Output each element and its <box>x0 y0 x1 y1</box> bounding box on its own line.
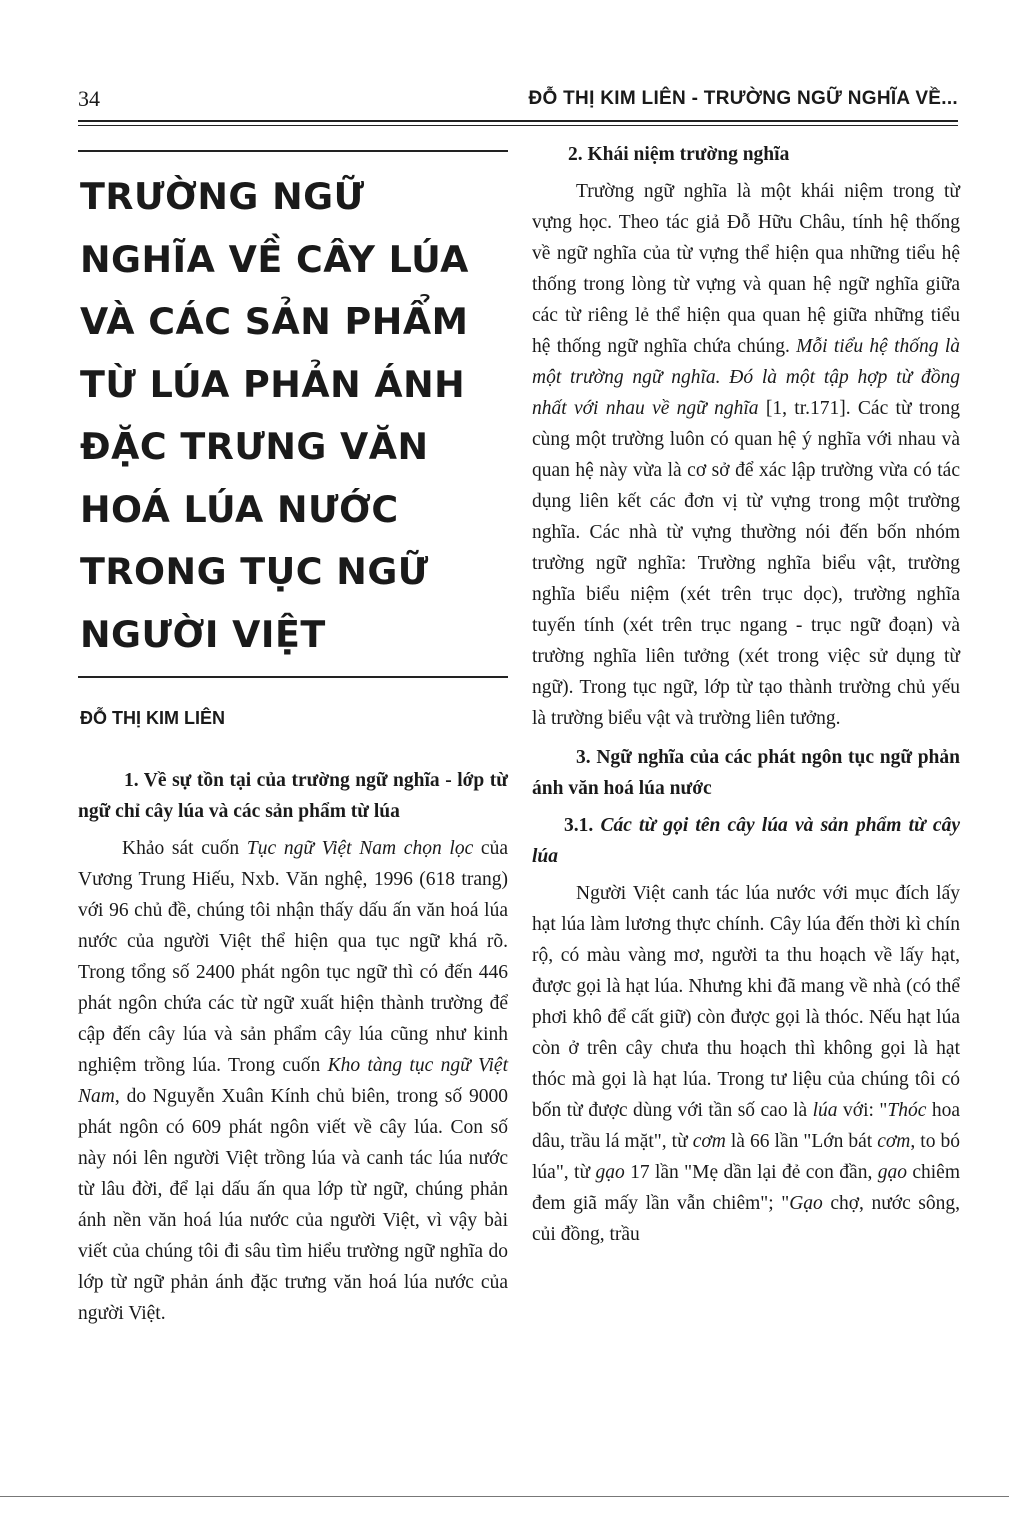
section-1-heading: 1. Về sự tồn tại của trường ngữ nghĩa - lớp từ ngữ chỉ cây lúa và các sản phẩm từ lúa <box>78 770 508 822</box>
right-column <box>532 140 960 1254</box>
left-column <box>78 150 508 1333</box>
section-3-1-heading: 3.1. Các từ gọi tên cây lúa và sản phẩm từ cây lúa <box>532 815 960 867</box>
page-bottom-edge <box>0 1496 1009 1497</box>
section-3-1-paragraph: Người Việt canh tác lúa nước với mục đích lấy hạt lúa làm lương thực chính. Cây lúa đến thời kì chín rộ, có màu vàng mơ, người ta thu hoạch về lấy hạt, được gọi là hạt lúa. Nhưng khi đã mang về nhà (có thể phơi khô để cất giữ) còn được gọi là thóc. Nếu hạt lúa còn ở trên cây chưa thu hoạch thì không gọi là hạt thóc mà gọi là hạt lúa. Trong tư liệu của chúng tôi có bốn từ được dùng với tần số cao là lúa với: "Thóc hoa dâu, trầu lá mặt", từ cơm là 66 lần "Lớn bát cơm, to bó lúa", từ gạo 17 lần "Mẹ dần lại đẻ con đần, gạo chiêm đem giã mấy lần vẫn chiêm"; "Gạo chợ, nước sông, củi đồng, trầu <box>532 883 961 1245</box>
header-rule-top <box>78 120 958 122</box>
article-title: TRƯỜNG NGỮ NGHĨA VỀ CÂY LÚA VÀ CÁC SẢN PHẨM TỪ LÚA PHẢN ÁNH ĐẶC TRƯNG VĂN HOÁ LÚA NƯỚC TRONG TỤC NGỮ NGƯỜI VIỆT <box>80 175 469 656</box>
page-number: 34 <box>78 86 100 111</box>
page-header <box>78 82 958 118</box>
author-name: ĐỖ THỊ KIM LIÊN <box>80 708 225 728</box>
running-title: ĐỖ THỊ KIM LIÊN - TRƯỜNG NGỮ NGHĨA VỀ... <box>528 88 958 109</box>
section-1-paragraph: Khảo sát cuốn Tục ngữ Việt Nam chọn lọc của Vương Trung Hiếu, Nxb. Văn nghệ, 1996 (618 trang) với 96 chủ đề, chúng tôi nhận thấy dấu ấn văn hoá lúa nước của người Việt thể hiện qua tục ngữ khá rõ. Trong tổng số 2400 phát ngôn tục ngữ thì có đến 446 phát ngôn chứa các từ ngữ xuất hiện thành trường để cập đến cây lúa và sản phẩm cây lúa cũng như kinh nghiệm trồng lúa. Trong cuốn Kho tàng tục ngữ Việt Nam, do Nguyễn Xuân Kính chủ biên, trong số 9000 phát ngôn có 609 phát ngôn viết về cây lúa. Con số này nói lên người Việt trồng lúa và canh tác lúa nước từ lâu đời, để lại dấu ấn qua lớp từ ngữ, chúng phản ánh nền văn hoá lúa nước của người Việt, vì vậy bài viết của chúng tôi đi sâu tìm hiểu trường ngữ nghĩa do lớp từ ngữ phản ánh đặc trưng văn hoá lúa nước của người Việt. <box>78 838 508 1324</box>
title-rule-top <box>78 150 508 152</box>
section-2-heading: 2. Khái niệm trường nghĩa <box>568 144 790 165</box>
title-rule-bottom <box>78 676 508 678</box>
section-2-paragraph: Trường ngữ nghĩa là một khái niệm trong từ vựng học. Theo tác giả Đỗ Hữu Châu, tính hệ thống về ngữ nghĩa của từ vựng thể hiện qua những tiểu hệ thống trong lòng từ vựng và quan hệ ngữ nghĩa giữa các từ riêng lẻ thể hiện qua quan hệ giữa những tiểu hệ thống ngữ nghĩa chứa chúng. Mỗi tiểu hệ thống là một trường ngữ nghĩa. Đó là một tập hợp từ đồng nhất với nhau về ngữ nghĩa [1, tr.171]. Các từ trong cùng một trường luôn có quan hệ ý nghĩa với nhau và quan hệ này vừa là cơ sở để xác lập trường vừa có tác dụng liên kết các đơn vị từ vựng trong một trường nghĩa. Các nhà từ vựng thường nói đến bốn nhóm trường ngữ nghĩa: Trường nghĩa biểu vật, trường nghĩa biểu niệm (xét trên trục dọc), trường nghĩa tuyến tính (xét trên trục ngang - trục ngữ đoạn) và trường nghĩa liên tưởng (xét trong việc sử dụng từ ngữ). Trong tục ngữ, lớp từ tạo thành trường chủ yếu là trường biểu vật và trường liên tưởng. <box>532 181 960 729</box>
section-3-heading: 3. Ngữ nghĩa của các phát ngôn tục ngữ phản ánh văn hoá lúa nước <box>532 747 960 799</box>
header-rule-bottom <box>78 125 958 126</box>
